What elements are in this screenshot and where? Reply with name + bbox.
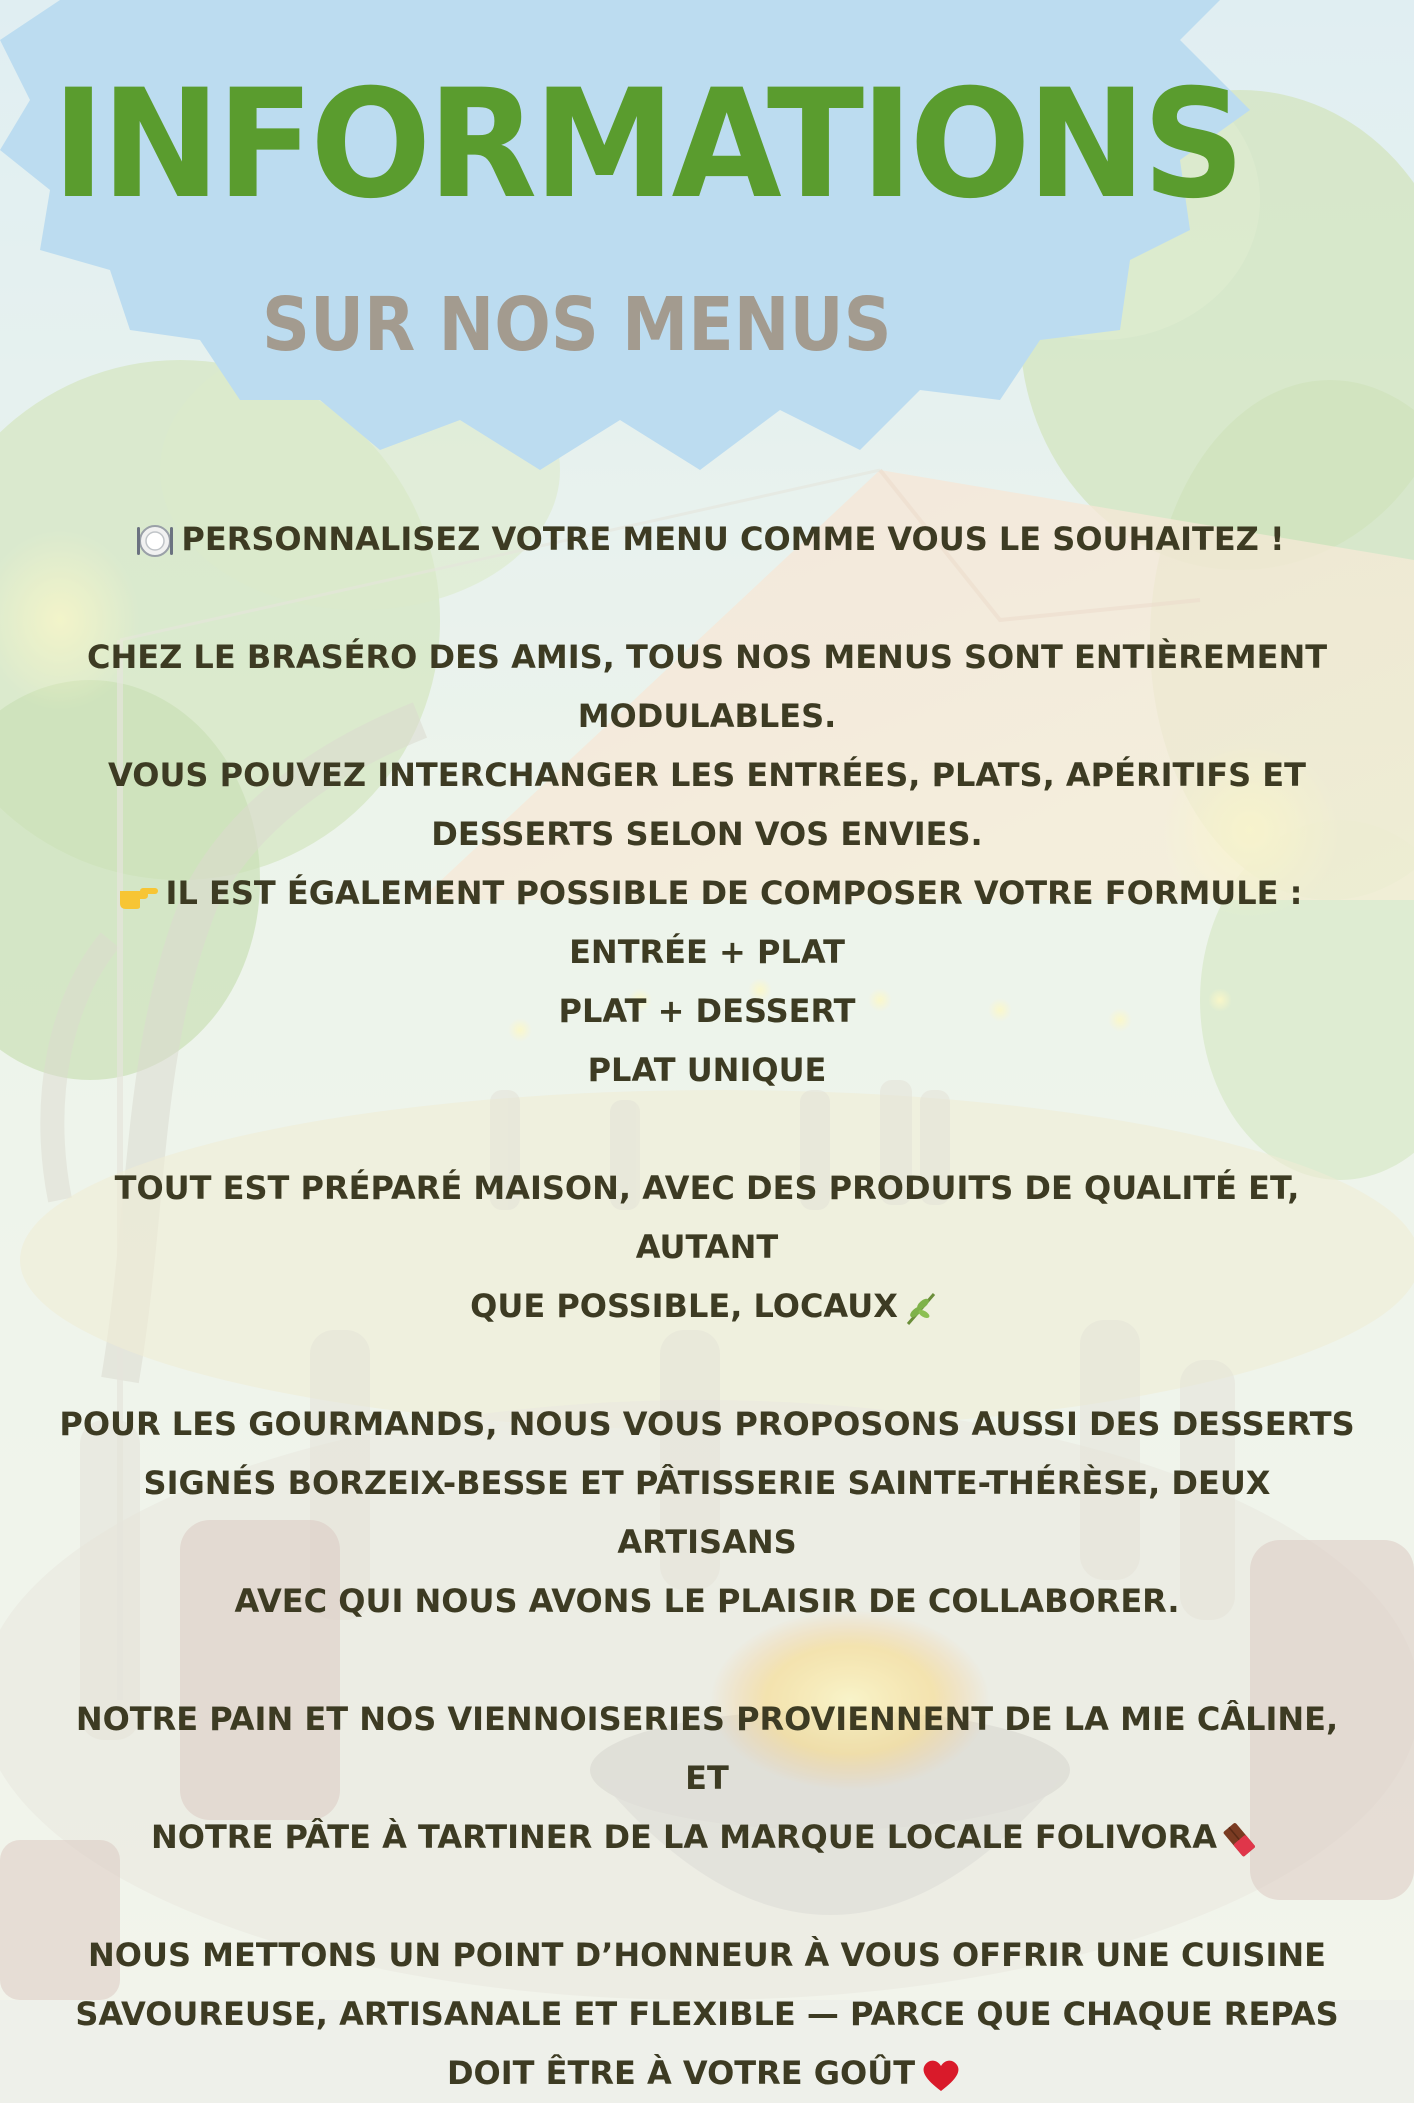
para3-line1: POUR LES GOURMANDS, NOUS VOUS PROPOSONS AUSSI DES DESSERTS [59,1405,1355,1443]
para5-line3 [50,2044,1364,2103]
page-subtitle: SUR NOS MENUS [262,282,892,368]
red-heart-icon [921,2057,961,2093]
para2-line1: TOUT EST PRÉPARÉ MAISON, AVEC DES PRODUITS DE QUALITÉ ET, AUTANT [114,1169,1300,1266]
intro-text: PERSONNALISEZ VOTRE MENU COMME VOUS LE SOUHAITEZ ! [181,520,1285,558]
chocolate-bar-icon [1223,1821,1257,1857]
herb-icon [904,1290,938,1326]
pointing-hand-icon [118,879,160,911]
para2-line2 [50,1277,1364,1336]
para4-line2-text: NOTRE PÂTE À TARTINER DE LA MARQUE LOCALE FOLIVORA [150,1818,1217,1856]
para3-line2: SIGNÉS BORZEIX-BESSE ET PÂTISSERIE SAINTE-THÉRÈSE, DEUX ARTISANS [143,1464,1271,1561]
para5-line2: SAVOUREUSE, ARTISANALE ET FLEXIBLE — PARCE QUE CHAQUE REPAS [75,1995,1339,2033]
intro-line [50,510,1364,569]
menu-information-text [50,510,1364,2103]
para4-line2 [50,1808,1364,1867]
page-title: INFORMATIONS [52,58,1242,232]
para1-line1: CHEZ LE BRASÉRO DES AMIS, TOUS NOS MENUS SONT ENTIÈREMENT [86,638,1328,676]
para2-line2-text: QUE POSSIBLE, LOCAUX [470,1287,898,1325]
formula-option: PLAT + DESSERT [558,992,856,1030]
para3-line3: AVEC QUI NOUS AVONS LE PLAISIR DE COLLABORER. [234,1582,1180,1620]
para5-line1: NOUS METTONS UN POINT D’HONNEUR À VOUS OFFRIR UNE CUISINE [88,1936,1326,1974]
formula-text: IL EST ÉGALEMENT POSSIBLE DE COMPOSER VOTRE FORMULE : [165,874,1303,912]
para1-line2: MODULABLES. [577,697,837,735]
para5-line3-text: DOIT ÊTRE À VOTRE GOÛT [446,2054,916,2092]
plate-cutlery-icon [135,523,175,559]
formula-option: ENTRÉE + PLAT [569,933,845,971]
formula-option: PLAT UNIQUE [587,1051,827,1089]
formula-line [50,864,1364,923]
para1-line3: VOUS POUVEZ INTERCHANGER LES ENTRÉES, PLATS, APÉRITIFS ET [108,756,1306,794]
para4-line1: NOTRE PAIN ET NOS VIENNOISERIES PROVIENNENT DE LA MIE CÂLINE, ET [75,1700,1339,1797]
para1-line4: DESSERTS SELON VOS ENVIES. [431,815,983,853]
